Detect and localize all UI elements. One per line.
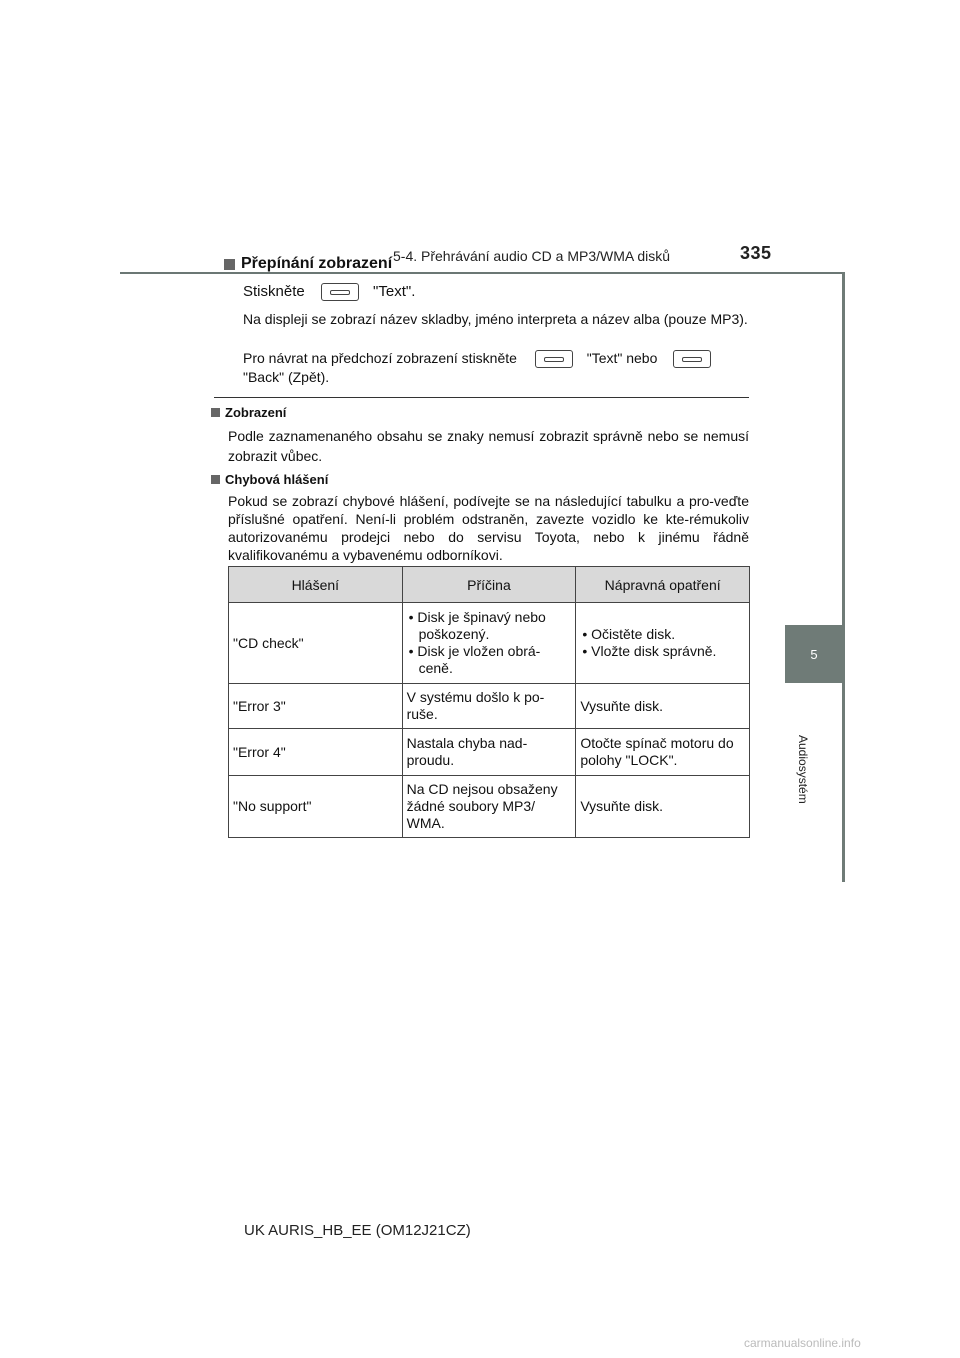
return-instruction xyxy=(243,349,749,386)
table-cell: "Error 4" xyxy=(229,729,403,776)
square-bullet-icon xyxy=(224,259,235,270)
press-instruction xyxy=(243,283,415,301)
chapter-label: Audiosystém xyxy=(796,735,810,804)
table-cell: Na CD nejsou obsaženy žádné soubory MP3/ WMA. xyxy=(402,776,576,838)
table-cell: "No support" xyxy=(229,776,403,838)
return-after: "Back" (Zpět). xyxy=(243,369,330,386)
chapter-tab: 5 xyxy=(785,625,843,683)
table-cell: Vysuňte disk. xyxy=(576,776,750,838)
table-cell xyxy=(402,603,576,684)
bullet-item: • Disk je špinavý nebo poškozený. xyxy=(408,609,546,642)
press-after: "Text". xyxy=(373,283,416,300)
button-icon xyxy=(673,350,711,368)
press-before: Stiskněte xyxy=(243,283,305,300)
button-icon xyxy=(535,350,573,368)
table-row xyxy=(229,603,750,684)
button-icon xyxy=(321,283,359,301)
note-heading-errors xyxy=(211,472,328,487)
square-bullet-icon xyxy=(211,475,220,484)
square-bullet-icon xyxy=(211,408,220,417)
table-cell xyxy=(576,603,750,684)
table-row xyxy=(229,776,750,838)
table-cell: "CD check" xyxy=(229,603,403,684)
bullet-item: • Disk je vložen obrá-ceně. xyxy=(408,643,541,676)
footer-model-code: UK AURIS_HB_EE (OM12J21CZ) xyxy=(244,1222,471,1239)
note-text-errors: Pokud se zobrazí chybové hlášení, podívejte se na následující tabulku a pro-veďte příslušné opatření. Není-li problém odstraněn, zavezte vozidlo ke kte-rémukoliv autorizovanému prodejci nebo do servisu Toyota, nebo k jinému řádně kvalifikovanému a vybavenému odborníkovi. xyxy=(228,493,749,563)
return-before: Pro návrat na předchozí zobrazení stiskněte xyxy=(243,350,517,366)
table-header: Příčina xyxy=(402,567,576,603)
table-cell: Nastala chyba nad-proudu. xyxy=(402,729,576,776)
watermark: carmanualsonline.info xyxy=(744,1336,861,1350)
table-header: Nápravná opatření xyxy=(576,567,750,603)
display-description: Na displeji se zobrazí název skladby, jméno interpreta a název alba (pouze MP3). xyxy=(243,311,748,327)
table-cell: "Error 3" xyxy=(229,684,403,729)
bullet-item: • Očistěte disk. xyxy=(582,626,676,642)
table-header-row xyxy=(229,567,750,603)
section-divider xyxy=(214,397,749,398)
side-rule xyxy=(842,272,845,882)
bullet-item: • Vložte disk správně. xyxy=(582,643,717,659)
header-title: 5-4. Přehrávání audio CD a MP3/WMA disků xyxy=(393,248,671,264)
error-table xyxy=(228,566,750,838)
table-cell: V systému došlo k po-ruše. xyxy=(402,684,576,729)
note-heading-text: Chybová hlášení xyxy=(225,472,329,487)
table-cell: Otočte spínač motoru do polohy "LOCK". xyxy=(576,729,750,776)
table-cell: Vysuňte disk. xyxy=(576,684,750,729)
section-heading xyxy=(224,255,392,273)
note-heading-display xyxy=(211,405,286,420)
section-heading-text: Přepínání zobrazení xyxy=(241,255,393,272)
note-text-display: Podle zaznamenaného obsahu se znaky nemusí zobrazit správně nebo se nemusí zobrazit vůbec. xyxy=(228,428,749,464)
table-header: Hlášení xyxy=(229,567,403,603)
table-row xyxy=(229,684,750,729)
return-mid: "Text" nebo xyxy=(586,350,658,366)
page-number: 335 xyxy=(740,243,772,263)
note-heading-text: Zobrazení xyxy=(225,405,287,420)
table-row xyxy=(229,729,750,776)
